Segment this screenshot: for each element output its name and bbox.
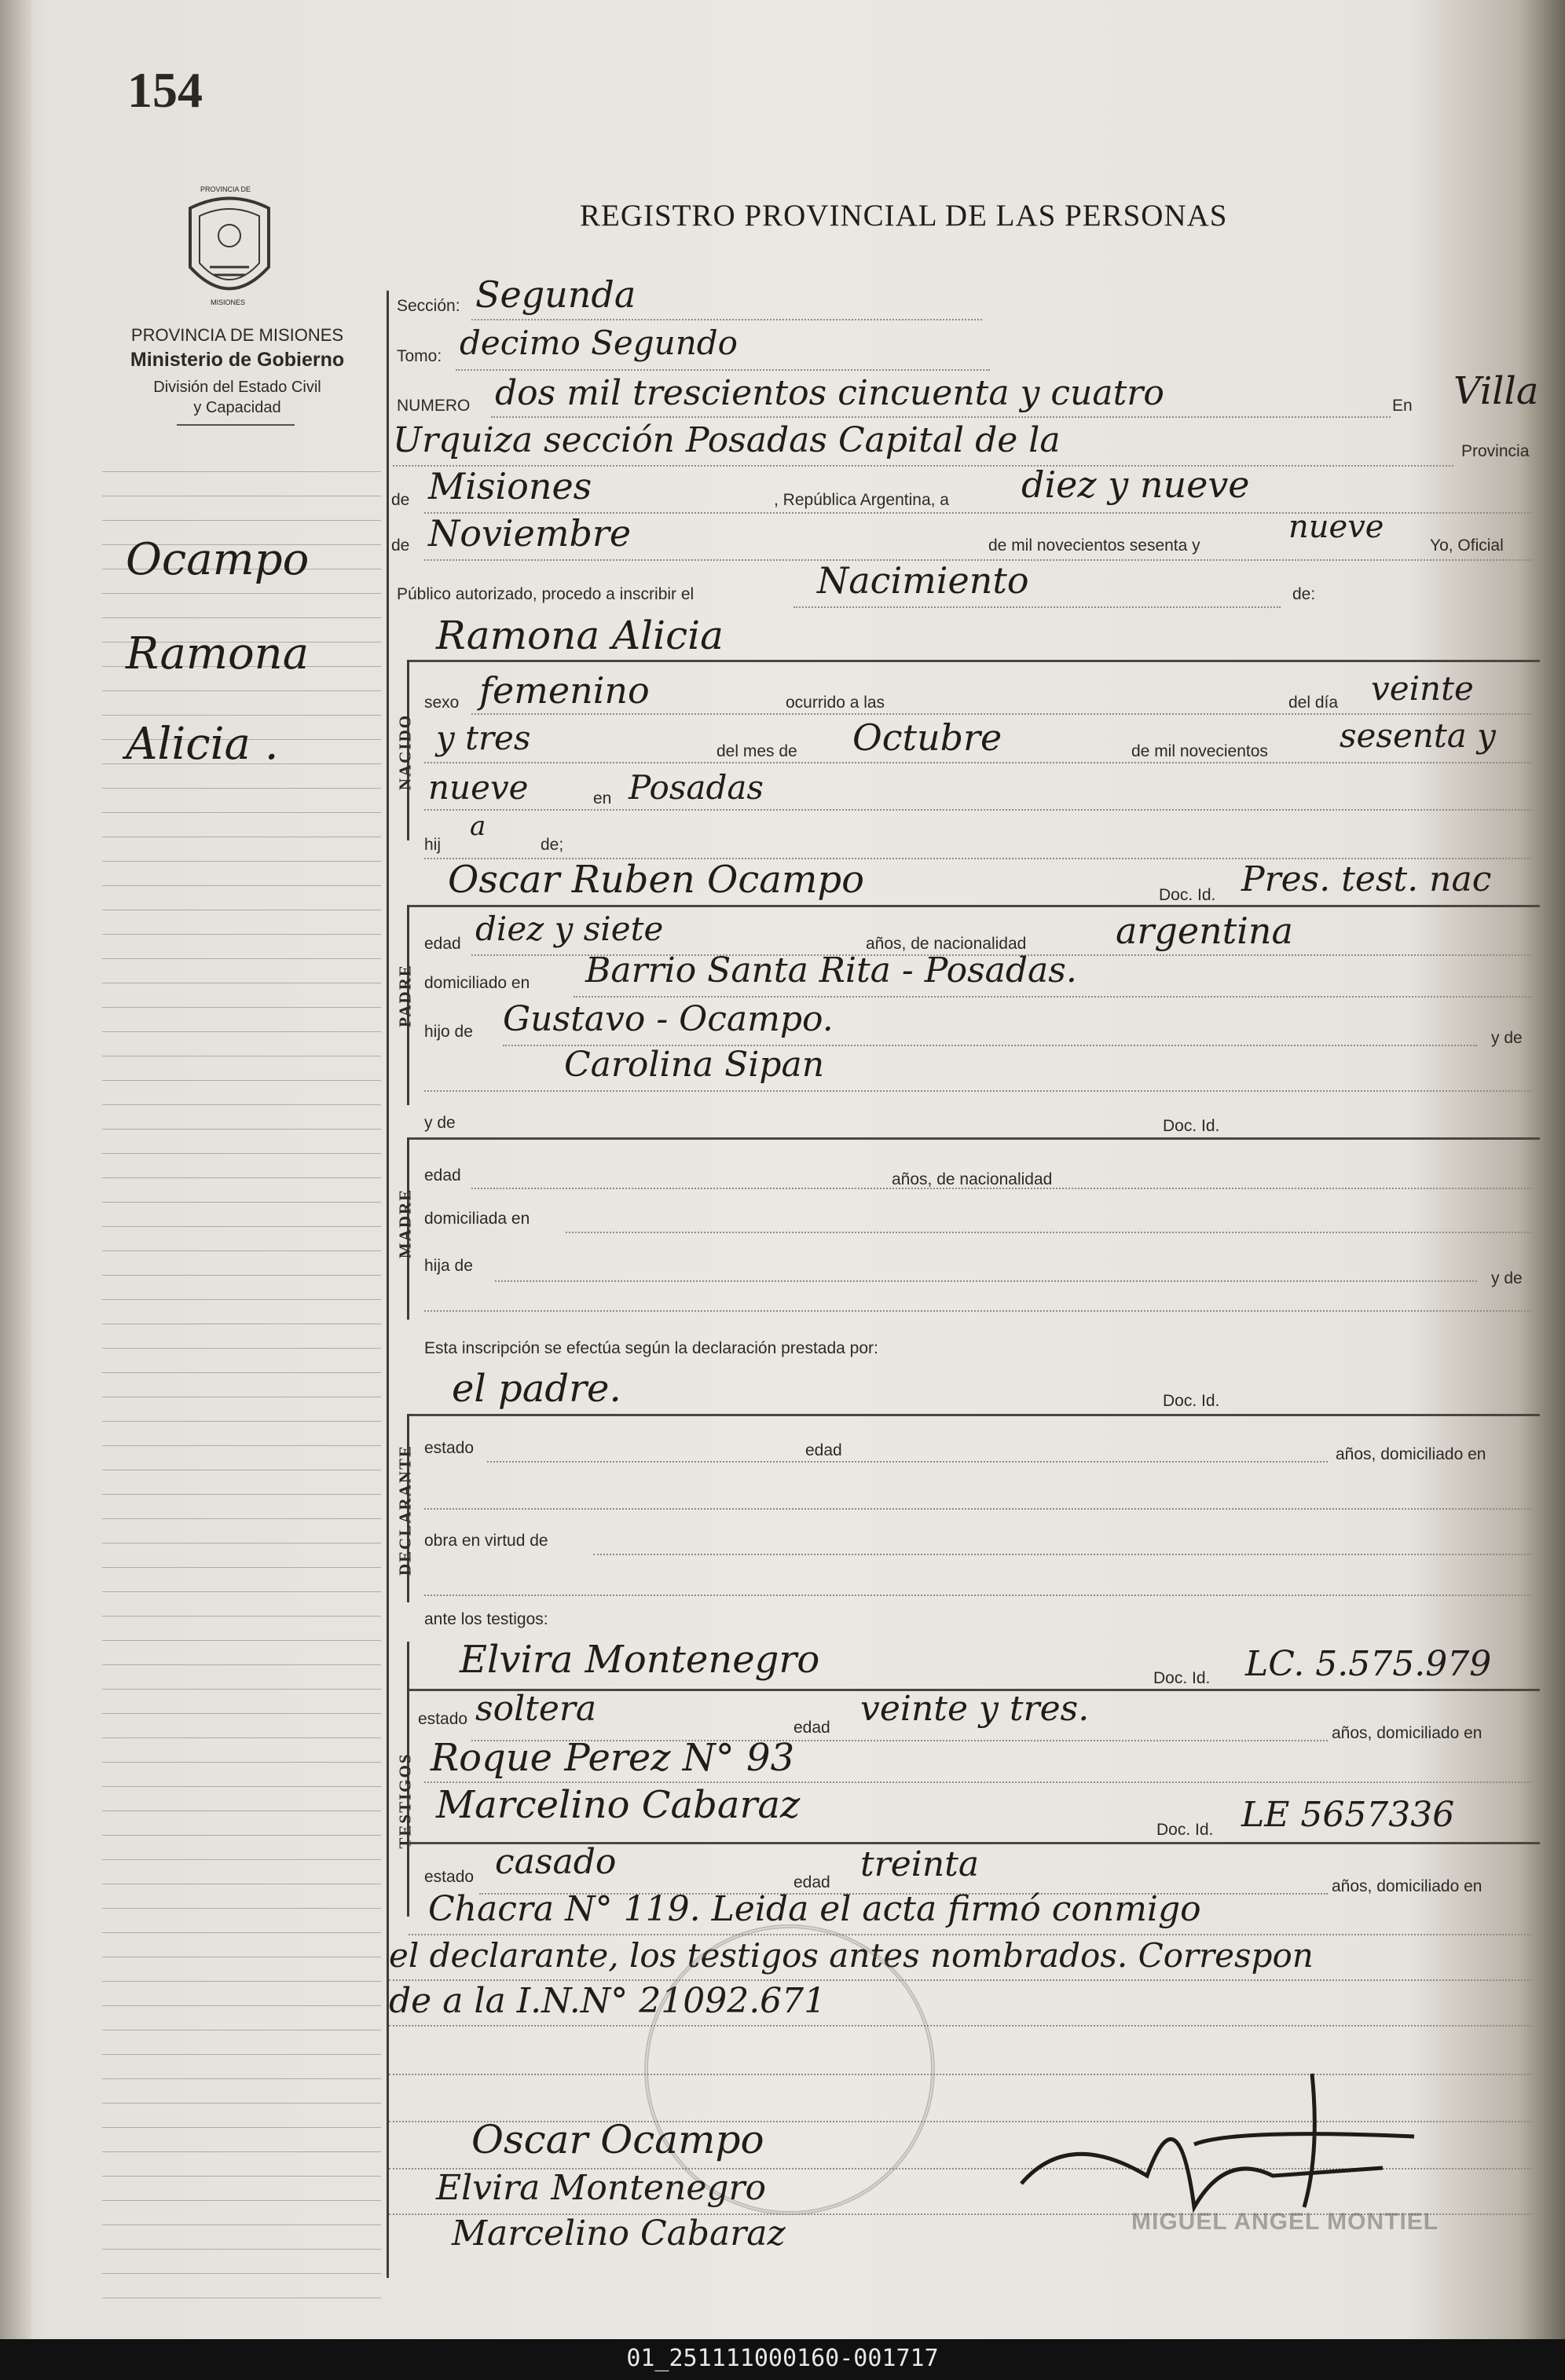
testigo1-estado-value: soltera xyxy=(475,1689,597,1729)
madre-doc-label: Doc. Id. xyxy=(1163,1117,1220,1135)
testigo1-estado-label: estado xyxy=(418,1710,468,1728)
signature-3: Marcelino Cabaraz xyxy=(452,2213,786,2254)
footer-id: 01_251111000160-001717 xyxy=(626,2345,939,2372)
margin-rule xyxy=(102,2151,381,2152)
testigo2-dom-label: años, domiciliado en xyxy=(1332,1877,1483,1895)
margin-rule xyxy=(102,1932,381,1933)
madre-dom-line xyxy=(566,1232,1532,1233)
en2-label: en xyxy=(593,789,612,807)
margin-rule xyxy=(102,1226,381,1227)
madre-hija-line xyxy=(495,1280,1477,1282)
madre-edad-line xyxy=(471,1188,1532,1189)
margin-rule xyxy=(102,1567,381,1568)
margin-rule xyxy=(102,1616,381,1617)
declarante-doc-label: Doc. Id. xyxy=(1163,1392,1220,1410)
margin-rule xyxy=(102,1494,381,1495)
margin-rule xyxy=(102,1421,381,1422)
page-title: REGISTRO PROVINCIAL DE LAS PERSONAS xyxy=(580,199,1228,233)
province-name: PROVINCIA DE MISIONES xyxy=(130,325,344,345)
testigo2-value: Marcelino Cabaraz xyxy=(436,1783,801,1827)
margin-rule xyxy=(102,1348,381,1349)
madre-dom-label: domiciliada en xyxy=(424,1210,530,1228)
margin-rule xyxy=(102,2127,381,2128)
margin-rule xyxy=(102,1177,381,1178)
seccion-label: Sección: xyxy=(397,297,460,315)
official-signature-icon xyxy=(974,2058,1446,2215)
margin-rule xyxy=(102,788,381,789)
declarante-dom-line xyxy=(424,1508,1532,1510)
de2-label: de; xyxy=(541,836,564,854)
testigo1-dom-label: años, domiciliado en xyxy=(1332,1724,1483,1742)
dia-nac-value-1: veinte xyxy=(1371,669,1474,708)
padre-section-label: PADRE xyxy=(395,964,415,1027)
obra-label: obra en virtud de xyxy=(424,1532,548,1550)
declarante-end-line xyxy=(424,1595,1532,1596)
hij-suffix-value: a xyxy=(470,811,486,842)
margin-rule xyxy=(102,1835,381,1836)
margin-rule xyxy=(102,1104,381,1105)
anio-nac-value-2: nueve xyxy=(428,768,529,807)
obra-line xyxy=(593,1554,1532,1555)
acto-value: Nacimiento xyxy=(817,559,1029,602)
padre-nac-label: años, de nacionalidad xyxy=(866,935,1027,953)
margin-rule xyxy=(102,1518,381,1519)
margin-rule xyxy=(102,1981,381,1982)
margin-rule xyxy=(102,690,381,691)
emblem-text-bottom: MISIONES xyxy=(211,298,246,306)
numero-label: NUMERO xyxy=(397,397,471,415)
margin-rule xyxy=(102,593,381,594)
publico-label: Público autorizado, procedo a inscribir el xyxy=(397,585,695,603)
margin-rule xyxy=(102,1250,381,1251)
ocurrido-label: ocurrido a las xyxy=(786,694,885,712)
testigo1-edad-label: edad xyxy=(793,1719,830,1737)
numero-line xyxy=(491,416,1391,418)
madre-end-line xyxy=(424,1310,1532,1312)
cierre-line-2: el declarante, los testigos antes nombrados. Correspon xyxy=(389,1936,1314,1975)
margin-rule xyxy=(102,2273,381,2274)
testigo2-doc-label: Doc. Id. xyxy=(1156,1821,1214,1839)
seccion-value: Segunda xyxy=(475,273,636,316)
padre-doc-label: Doc. Id. xyxy=(1159,886,1216,904)
margin-rule xyxy=(102,1591,381,1592)
declarante-estado-line xyxy=(487,1461,1328,1463)
margin-rule xyxy=(102,1299,381,1300)
margin-rule xyxy=(102,617,381,618)
provincia-value: Misiones xyxy=(428,465,592,507)
margin-rule xyxy=(102,812,381,813)
mil-novecientos-label: de mil novecientos sesenta y xyxy=(988,536,1200,555)
lugar-nac-line xyxy=(424,809,1532,811)
margin-surname: Ocampo xyxy=(126,534,310,585)
mil-novecientos2-label: de mil novecientos xyxy=(1131,742,1268,760)
padre-hijo-value-2: Carolina Sipan xyxy=(564,1045,825,1085)
page-number: 154 xyxy=(127,62,203,118)
declarante-section-label: DECLARANTE xyxy=(395,1444,415,1576)
del-dia-label: del día xyxy=(1288,694,1339,712)
sexo-label: sexo xyxy=(424,694,460,712)
nacido-section-label: NACIDO xyxy=(395,713,415,791)
fecha-dia-value: diez y nueve xyxy=(1021,463,1250,506)
margin-given-name-2: Alicia . xyxy=(126,719,279,770)
madre-y-de-label-2: y de xyxy=(1491,1269,1523,1287)
margin-rule xyxy=(102,2176,381,2177)
lugar-nac-value: Posadas xyxy=(629,768,764,807)
sexo-line xyxy=(471,713,1532,715)
cierre-rule-3 xyxy=(389,2025,1532,2027)
nombre-underline xyxy=(409,660,1540,662)
padre-edad-label: edad xyxy=(424,935,461,953)
dia-nac-value-2: y tres xyxy=(436,719,531,757)
margin-rule xyxy=(102,1737,381,1738)
margin-rule xyxy=(102,1908,381,1909)
margin-rule xyxy=(102,1762,381,1763)
padre-dom-label: domiciliado en xyxy=(424,974,530,992)
testigo1-dom-value: Roque Perez N° 93 xyxy=(431,1736,795,1780)
official-stamp: MIGUEL ANGEL MONTIEL xyxy=(1131,2209,1439,2235)
margin-rule xyxy=(102,1713,381,1714)
hij-label: hij xyxy=(424,836,442,854)
margin-rule xyxy=(102,2054,381,2055)
margin-rule xyxy=(102,1640,381,1641)
padre-dom-value: Barrio Santa Rita - Posadas. xyxy=(585,950,1077,990)
padre-nac-value: argentina xyxy=(1116,910,1293,952)
de-colon-label: de: xyxy=(1292,585,1316,603)
margin-rule xyxy=(102,1129,381,1130)
testigos-section-label: TESTIGOS xyxy=(395,1752,415,1849)
book-spine xyxy=(0,0,31,2339)
madre-edad-label: edad xyxy=(424,1166,461,1185)
margin-rule xyxy=(102,1859,381,1860)
padre-y-de-label: y de xyxy=(1491,1029,1523,1047)
tomo-label: Tomo: xyxy=(397,347,442,365)
declarante-edad-label: edad xyxy=(805,1441,842,1459)
margin-rule xyxy=(102,1372,381,1373)
tomo-line xyxy=(456,369,990,371)
province-emblem-icon xyxy=(182,192,277,310)
margin-rule xyxy=(102,471,381,472)
margin-rule xyxy=(102,1275,381,1276)
nombre-value: Ramona Alicia xyxy=(436,613,724,658)
madre-section-label: MADRE xyxy=(395,1188,415,1259)
margin-rule xyxy=(102,958,381,959)
numero-value: dos mil trescientos cincuenta y cuatro xyxy=(495,373,1164,413)
margin-rule xyxy=(102,715,381,716)
sexo-value: femenino xyxy=(479,669,650,712)
margin-rule xyxy=(102,1153,381,1154)
declarante-value: el padre. xyxy=(452,1367,621,1411)
margin-rule xyxy=(102,1445,381,1446)
testigo1-edad-value: veinte y tres. xyxy=(860,1689,1090,1729)
margin-rule xyxy=(102,1786,381,1787)
anio-value: nueve xyxy=(1288,509,1384,545)
margin-rule xyxy=(102,1202,381,1203)
margin-rule xyxy=(102,885,381,886)
acto-line xyxy=(793,606,1281,608)
testigo1-value: Elvira Montenegro xyxy=(460,1638,820,1682)
signature-1: Oscar Ocampo xyxy=(471,2117,764,2162)
provincia-label: Provincia xyxy=(1461,442,1530,460)
margin-rule xyxy=(102,861,381,862)
division-line-2: y Capacidad xyxy=(193,399,281,416)
en-label: En xyxy=(1392,397,1413,415)
padre-doc-value: Pres. test. nac xyxy=(1241,859,1492,899)
lugar-value-1: Villa xyxy=(1453,369,1539,413)
lugar-value-2: Urquiza sección Posadas Capital de la xyxy=(393,420,1061,460)
margin-rule xyxy=(102,1031,381,1032)
testigo1-doc-value: LC. 5.575.979 xyxy=(1245,1644,1492,1684)
margin-rule xyxy=(102,1689,381,1690)
anio-nac-value-1: sesenta y xyxy=(1340,716,1496,755)
de-label-1: de xyxy=(391,491,410,509)
padre-edad-value: diez y siete xyxy=(475,910,664,948)
madre-hija-label: hija de xyxy=(424,1257,473,1275)
margin-rule xyxy=(102,1080,381,1081)
padre-hijo-value: Gustavo - Ocampo. xyxy=(503,999,834,1039)
testigo2-edad-value: treinta xyxy=(860,1844,980,1884)
header-divider xyxy=(177,424,295,426)
margin-rule xyxy=(102,1007,381,1008)
yo-oficial-label: Yo, Oficial xyxy=(1430,536,1504,555)
margin-rule xyxy=(102,2078,381,2079)
signature-2: Elvira Montenegro xyxy=(436,2168,767,2208)
madre-nac-label: años, de nacionalidad xyxy=(892,1170,1053,1188)
padre-dom-line xyxy=(574,996,1532,998)
de-label-2: de xyxy=(391,536,410,555)
margin-rule xyxy=(102,520,381,521)
madre-underline xyxy=(409,1137,1540,1140)
declarante-dom-label: años, domiciliado en xyxy=(1336,1445,1486,1463)
declarante-underline xyxy=(409,1414,1540,1416)
cierre-line-1: Chacra N° 119. Leida el acta firmó conmigo xyxy=(428,1889,1201,1929)
cierre-line-3: de a la I.N.N° 21092.671 xyxy=(389,1981,826,2021)
margin-rule xyxy=(102,2224,381,2225)
cierre-rule-1 xyxy=(409,1934,1532,1935)
testigo1-doc-label: Doc. Id. xyxy=(1153,1669,1211,1687)
mes-value: Noviembre xyxy=(428,512,632,555)
margin-rule xyxy=(102,2200,381,2201)
tomo-value: decimo Segundo xyxy=(460,324,738,362)
margin-rule xyxy=(102,2005,381,2006)
testigo2-doc-value: LE 5657336 xyxy=(1241,1795,1455,1835)
padre-madre-line xyxy=(424,1090,1532,1092)
del-mes-label: del mes de xyxy=(717,742,797,760)
ministry-name: Ministerio de Gobierno xyxy=(130,349,345,371)
testigo2-estado-value: casado xyxy=(495,1842,617,1882)
testigos-label: ante los testigos: xyxy=(424,1610,548,1628)
testigo2-estado-label: estado xyxy=(424,1868,475,1886)
padre-underline xyxy=(409,905,1540,907)
division-line-1: División del Estado Civil xyxy=(153,379,321,396)
republica-label: , República Argentina, a xyxy=(774,491,949,509)
padre-name-value: Oscar Ruben Ocampo xyxy=(448,858,865,902)
margin-rule xyxy=(102,1664,381,1665)
madre-y-de-label: y de xyxy=(424,1114,456,1132)
margin-rule xyxy=(102,2103,381,2104)
dia-line xyxy=(424,762,1532,763)
margin-rule xyxy=(102,934,381,935)
padre-hijo-label: hijo de xyxy=(424,1023,473,1041)
seccion-line xyxy=(471,319,982,320)
testigo2-edad-label: edad xyxy=(793,1873,830,1891)
mes-nac-value: Octubre xyxy=(852,716,1002,759)
margin-given-name-1: Ramona xyxy=(126,628,310,679)
declarante-estado-label: estado xyxy=(424,1439,475,1457)
margin-rule xyxy=(102,2249,381,2250)
emblem-text-top: PROVINCIA DE xyxy=(200,185,251,193)
inscripcion-label: Esta inscripción se efectúa según la declaración prestada por: xyxy=(424,1339,878,1357)
